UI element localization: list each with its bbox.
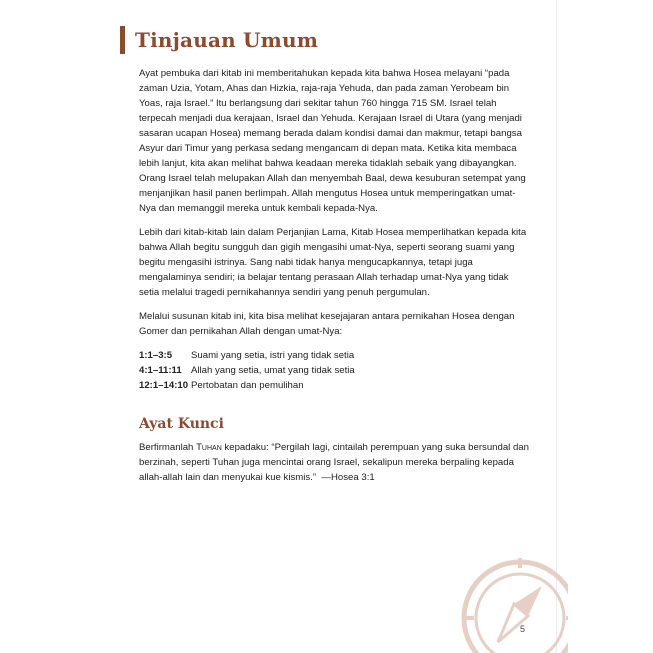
key-verse-body: kepadaku: “Pergilah lagi, cintailah perempuan yang suka bersundal dan berzinah, seperti Tuhan juga mencintai orang Israel, sekalipun mereka berpaling kepada allah-allah lain dan menyukai kue kismis.” <box>139 442 529 483</box>
page-title: Tinjauan Umum <box>135 28 319 52</box>
title-marker-bar <box>120 26 125 54</box>
compass-icon <box>458 538 568 653</box>
key-verse-text <box>139 440 529 485</box>
title-block <box>120 26 318 54</box>
outline-text: Suami yang setia, istri yang tidak setia <box>191 350 355 361</box>
outline-row <box>139 378 529 393</box>
outline-row <box>139 348 529 363</box>
outline-ref: 4:1–11:11 <box>139 365 182 376</box>
key-verse-reference: —Hosea 3:1 <box>321 472 375 483</box>
key-verse-intro: Berfirmanlah <box>139 442 197 453</box>
body-text <box>139 66 529 494</box>
paragraph-love: Lebih dari kitab-kitab lain dalam Perjanjian Lama, Kitab Hosea memperlihatkan kepada kita bahwa Allah begitu sungguh dan gigih mengasihi umat-Nya, seperti seorang suami yang begitu mengasihi istrinya. Sang nabi tidak hanya mengucapkannya, tetapi juga mengalaminya sendiri; ia belajar tentang perasaan Allah terhadap umat-Nya yang tidak setia melalui tragedi pernikahannya sendiri yang penuh pergumulan. <box>139 227 527 298</box>
outline-text: Pertobatan dan pemulihan <box>191 380 304 391</box>
outline-ref: 1:1–3:5 <box>139 350 173 361</box>
page-number: 5 <box>520 624 526 634</box>
outline-row <box>139 363 529 378</box>
book-outline <box>139 348 529 393</box>
key-verse-heading: Ayat Kunci <box>139 416 224 432</box>
key-verse-lord: Tuhan <box>196 442 222 453</box>
book-page <box>96 0 557 653</box>
paragraph-structure: Melalui susunan kitab ini, kita bisa melihat kesejajaran antara pernikahan Hosea dengan Gomer dan pernikahan Allah dengan umat-Nya: <box>139 311 515 337</box>
outline-text: Allah yang setia, umat yang tidak setia <box>191 365 355 376</box>
paragraph-intro: Ayat pembuka dari kitab ini memberitahukan kepada kita bahwa Hosea melayani “pada zaman Uzia, Yotam, Ahas dan Hizkia, raja-raja Yehuda, dan pada zaman Yerobeam bin Yoas, raja Israel.” Itu berlangsung dari sekitar tahun 760 hingga 715 SM. Israel telah terpecah menjadi dua kerajaan, Israel dan Yehuda. Kerajaan Israel di Utara (yang menjadi sasaran ucapan Hosea) memang berada dalam kondisi damai dan makmur, tetapi bangsa Asyur dari Timur yang perkasa sedang mengancam di depan mata. Ketika kita membaca lebih lanjut, kita akan melihat bahwa keadaan mereka tidaklah sebaik yang dibayangkan. Orang Israel telah melupakan Allah dan menyembah Baal, dewa kesuburan setempat yang menjanjikan hasil panen berlimpah. Allah mengutus Hosea untuk memperingatkan umat-Nya dan memanggil mereka untuk kembali kepada-Nya. <box>139 68 526 214</box>
outline-ref: 12:1–14:10 <box>139 380 189 391</box>
